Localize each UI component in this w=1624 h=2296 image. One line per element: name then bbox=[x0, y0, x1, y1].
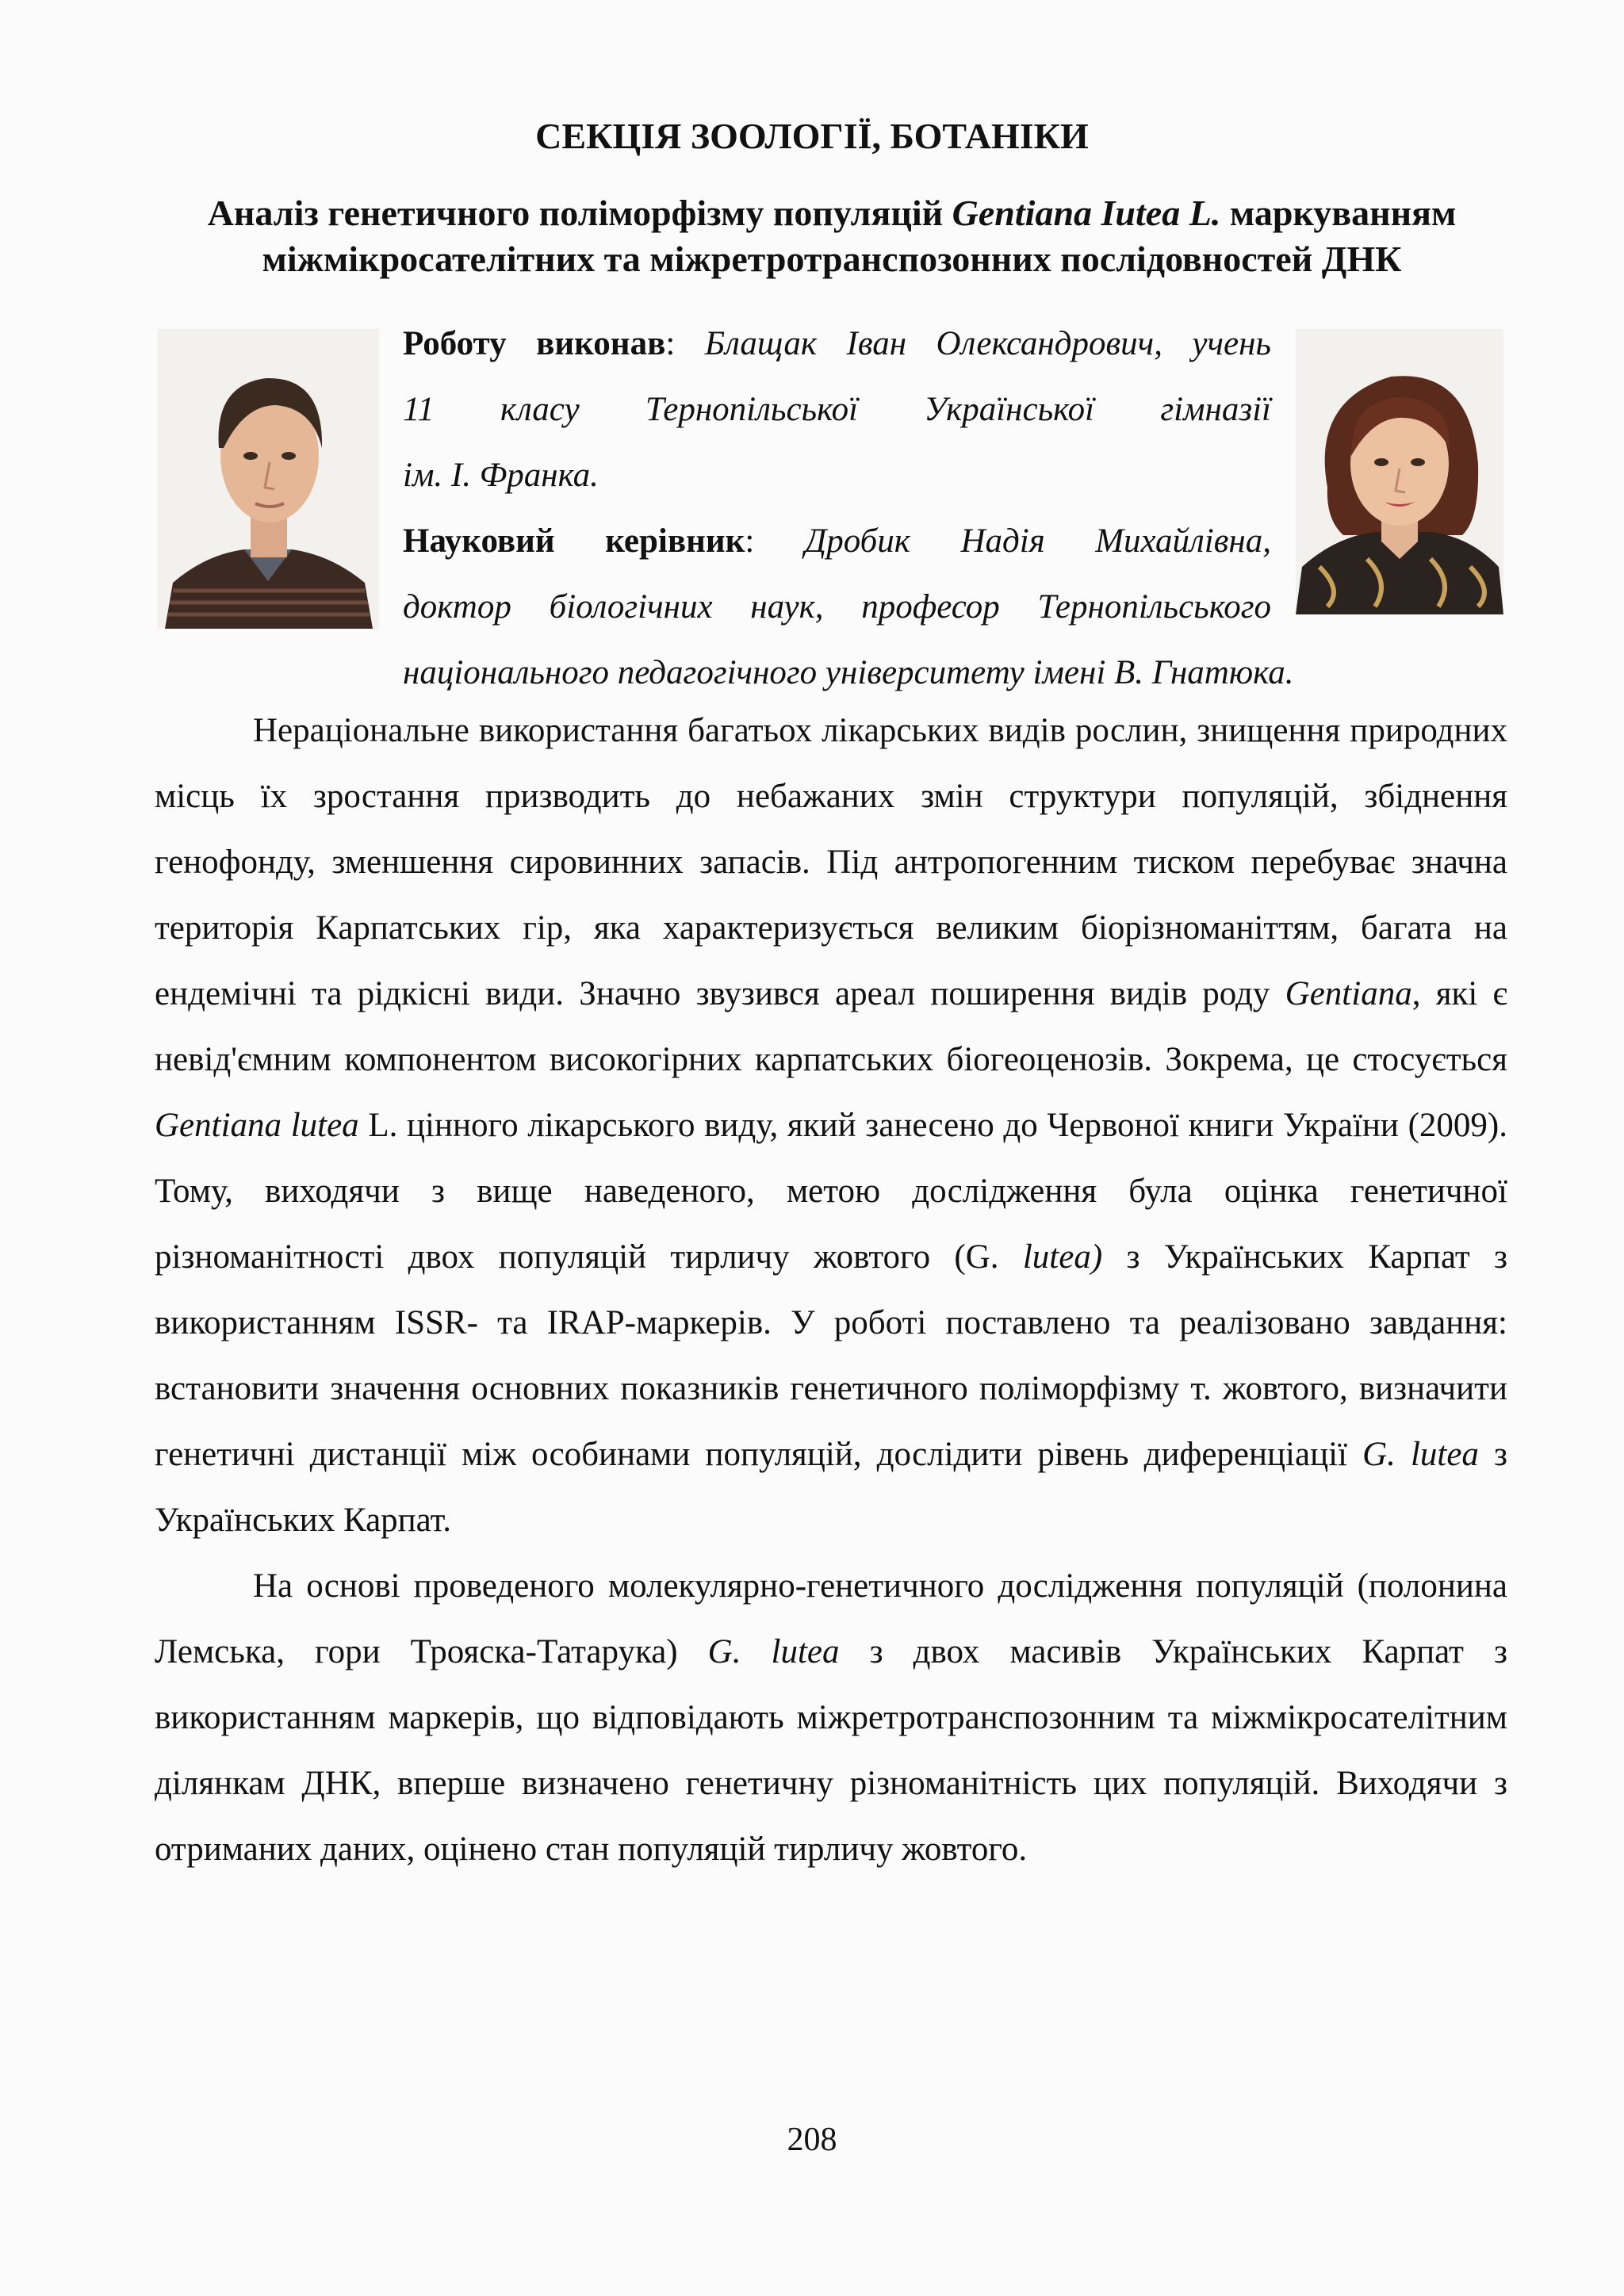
advisor-photo bbox=[1296, 329, 1503, 614]
author-line-2: 11 класу Тернопільської Української гімназії bbox=[403, 391, 1271, 428]
body-text bbox=[155, 698, 1507, 1882]
advisor-line-2: доктор біологічних наук, професор Тернопільського bbox=[403, 588, 1271, 626]
advisor-name: Дробик Надія Михайлівна, bbox=[804, 522, 1271, 560]
author-line-1: Роботу виконав: Блащак Іван Олександрович, учень bbox=[403, 325, 1272, 362]
paper-title bbox=[151, 190, 1513, 282]
author-name: Блащак Іван Олександрович, учень bbox=[704, 325, 1272, 362]
paragraph-2: На основі проведеного молекулярно-генетичного дослідження популяцій (полонина Лемська, гори Трояска-Татарука) G. lutea з двох масивів Українських Карпат з використанням маркерів, що відповідають міжретротранспозонним та міжмікросателітним ділянкам ДНК, вперше визначено генетичну різноманітність цих популяцій. Виходячи з отриманих даних, оцінено стан популяцій тирличу жовтого. bbox=[155, 1567, 1507, 1868]
section-title: СЕКЦІЯ ЗООЛОГІЇ, БОТАНІКИ bbox=[535, 116, 1089, 156]
paragraph-1: Нераціональне використання багатьох лікарських видів рослин, знищення природних місць їх зростання призводить до небажаних змін структури популяцій, збіднення генофонду, зменшення сировинних запасів. Під антропогенним тиском перебуває значна територія Карпатських гір, яка характеризується великим біорізноманіттям, багата на ендемічні та рідкісні види. Значно звузився ареал поширення видів роду Gentiana, які є невід'ємним компонентом високогірних карпатських біогеоценозів. Зокрема, це стосується Gentiana lutea L. цінного лікарського виду, який занесено до Червоної книги України (2009). Тому, виходячи з вище наведеного, метою дослідження була оцінка генетичної різноманітності двох популяцій тирличу жовтого (G. lutea) з Українських Карпат з використанням ISSR- та IRAP-маркерів. У роботі поставлено та реалізовано завдання: встановити значення основних показників генетичного поліморфізму т. жовтого, визначити генетичні дистанції між особинами популяцій, дослідити рівень диференціації G. lutea з Українських Карпат. bbox=[155, 712, 1508, 1539]
advisor-line-3: національного педагогічного університету імені В. Гнатюка. bbox=[403, 654, 1294, 691]
advisor-line-1: Науковий керівник: Дробик Надія Михайлівна, bbox=[403, 522, 1271, 560]
student-portrait-icon bbox=[157, 329, 379, 629]
author-block bbox=[403, 311, 1271, 640]
page-number: 208 bbox=[787, 2122, 837, 2158]
paper-title-species: Gentiana Iutea L. bbox=[952, 193, 1221, 233]
author-line-3: ім. І. Франка. bbox=[403, 457, 599, 494]
paper-title-part1: Аналіз генетичного поліморфізму популяцій bbox=[207, 193, 952, 233]
advisor-portrait-icon bbox=[1296, 329, 1503, 614]
student-photo bbox=[157, 329, 379, 629]
paper-title-part2: маркуванням міжмікросателітних та міжретротранспозонних послідовностей ДНК bbox=[262, 193, 1457, 279]
advisor-label: Науковий керівник bbox=[403, 522, 745, 560]
author-label: Роботу виконав bbox=[403, 325, 666, 362]
